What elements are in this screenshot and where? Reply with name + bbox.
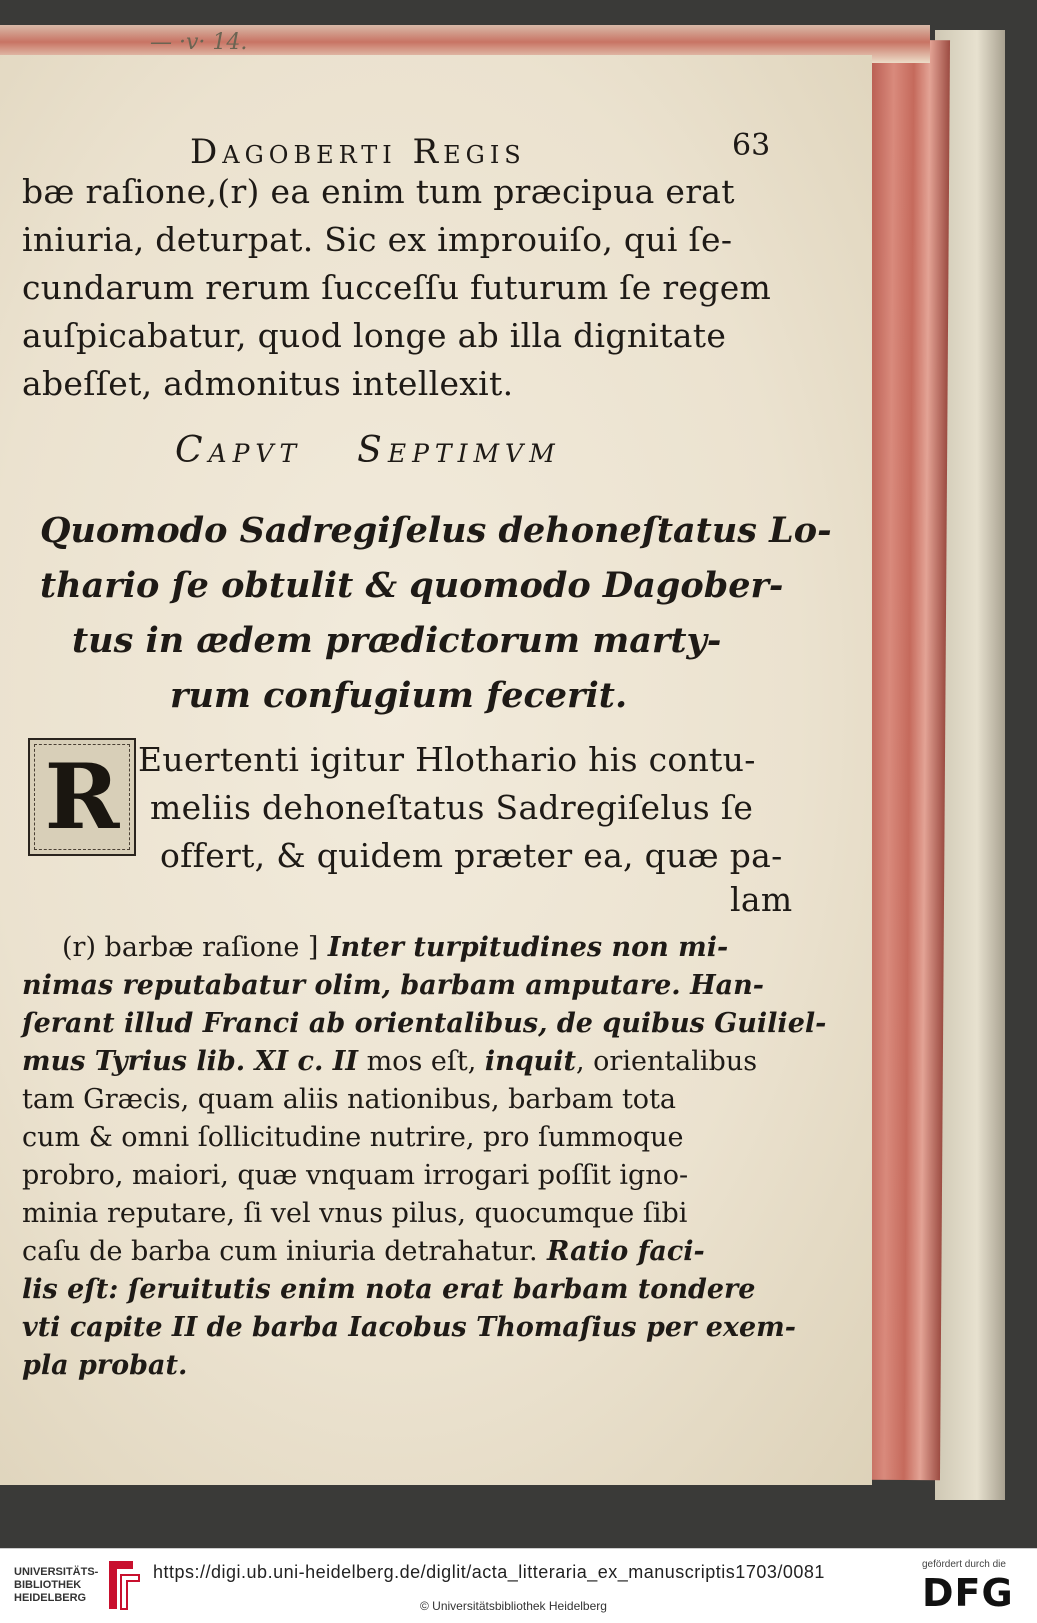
running-head: Dagoberti Regis bbox=[190, 132, 526, 172]
chapter-summary-line: rum confugium fecerit. bbox=[170, 675, 628, 716]
viewer-footer bbox=[0, 1548, 1037, 1623]
chapter-heading-right: Septimvm bbox=[357, 430, 561, 471]
funded-by-label: gefördert durch die bbox=[922, 1559, 1006, 1570]
chapter-summary-line: Quomodo Sadregiſelus dehoneſtatus Lo- bbox=[40, 510, 832, 551]
footnote-line: lis eſt: ſeruitutis enim nota erat barbam tondere bbox=[22, 1274, 756, 1305]
footnote-line: cum & omni ſollicitudine nutrire, pro ſummoque bbox=[22, 1122, 684, 1153]
copyright-notice: © Universitätsbibliothek Heidelberg bbox=[420, 1599, 607, 1613]
library-name: UNIVERSITÄTS- BIBLIOTHEK HEIDELBERG bbox=[14, 1566, 99, 1604]
body-line: bæ raſione,(r) ea enim tum præcipua erat bbox=[22, 172, 735, 211]
paragraph-line: lam bbox=[730, 880, 793, 919]
footnote-line: caſu de barba cum iniuria detrahatur. Ratio faci- bbox=[22, 1236, 705, 1267]
chapter-summary-line: thario ſe obtulit & quomodo Dagober- bbox=[40, 565, 784, 606]
paragraph-line: Euertenti igitur Hlothario his contu- bbox=[138, 740, 756, 779]
footnote-line: (r) barbæ raſione ] Inter turpitudines non mi- bbox=[62, 932, 729, 963]
footnote-line: ſerant illud Franci ab orientalibus, de quibus Guiliel- bbox=[22, 1008, 827, 1039]
footnote-line: pla probat. bbox=[22, 1350, 188, 1381]
footnote-line: vti capite II de barba Iacobus Thomaſius per exem- bbox=[22, 1312, 796, 1343]
body-line: abeſſet, admonitus intellexit. bbox=[22, 364, 514, 403]
page-number: 63 bbox=[732, 128, 771, 163]
chapter-summary-line: tus in ædem prædictorum marty- bbox=[72, 620, 722, 661]
chapter-heading-left: Capvt bbox=[175, 430, 303, 471]
chapter-heading bbox=[175, 430, 561, 471]
body-line: auſpicabatur, quod longe ab illa dignitate bbox=[22, 316, 727, 355]
shelfmark-note: — ·v· 14. bbox=[150, 30, 248, 55]
footnote-line: probro, maiori, quæ vnquam irrogari poſſit igno- bbox=[22, 1160, 689, 1191]
footnote-line: nimas reputabatur olim, barbam amputare. Han- bbox=[22, 970, 764, 1001]
body-line: cundarum rerum ſucceſſu futurum ſe regem bbox=[22, 268, 772, 307]
permalink-url[interactable]: https://digi.ub.uni-heidelberg.de/diglit/acta_litteraria_ex_manuscriptis1703/0081 bbox=[153, 1562, 825, 1582]
book-fore-edge-red bbox=[860, 40, 950, 1481]
paragraph-line: offert, & quidem præter ea, quæ pa- bbox=[160, 836, 783, 875]
footnote-line: tam Græcis, quam aliis nationibus, barbam tota bbox=[22, 1084, 677, 1115]
body-line: iniuria, deturpat. Sic ex improuiſo, qui ſe- bbox=[22, 220, 733, 259]
library-logo-icon bbox=[103, 1557, 143, 1613]
footnote-line: minia reputare, ſi vel vnus pilus, quocumque ſibi bbox=[22, 1198, 688, 1229]
paragraph-line: meliis dehoneſtatus Sadregiſelus ſe bbox=[150, 788, 754, 827]
footnote-line: mus Tyrius lib. XI c. II mos eſt, inquit, orientalibus bbox=[22, 1046, 758, 1077]
decorated-initial: R bbox=[28, 738, 136, 856]
dfg-logo: DFG bbox=[922, 1571, 1014, 1615]
